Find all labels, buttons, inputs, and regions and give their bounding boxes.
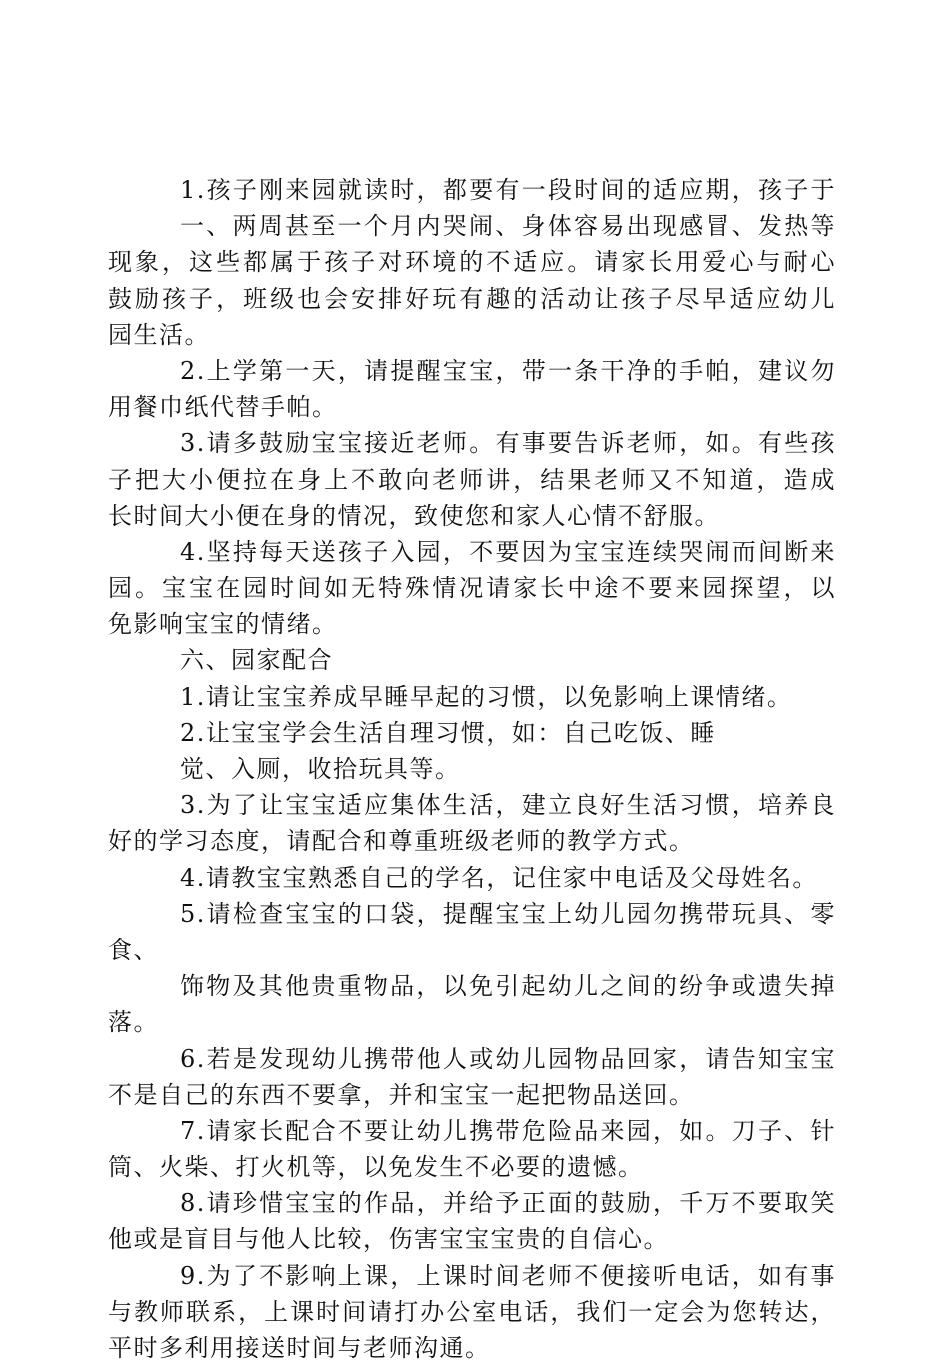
- text-line: 4.坚持每天送孩子入园，不要因为宝宝连续哭闹而间断来: [180, 537, 836, 566]
- text-line: 好的学习态度，请配合和尊重班级老师的教学方式。: [108, 827, 695, 856]
- text-line: 他或是盲目与他人比较，伤害宝宝宝贵的自信心。: [108, 1225, 669, 1254]
- text-line: 1.孩子刚来园就读时，都要有一段时间的适应期，孩子于: [180, 176, 836, 204]
- text-line: 平时多利用接送时间与老师沟通。: [108, 1334, 491, 1362]
- text-line: 用餐巾纸代替手帕。: [108, 393, 338, 422]
- text-line: 9.为了不影响上课，上课时间老师不便接听电话，如有事: [180, 1261, 836, 1290]
- text-line: 6.若是发现幼儿携带他人或幼儿园物品回家，请告知宝宝: [180, 1044, 836, 1073]
- text-line: 不是自己的东西不要拿，并和宝宝一起把物品送回。: [108, 1080, 695, 1109]
- text-line: 落。: [108, 1008, 159, 1037]
- text-line: 食、: [108, 935, 159, 964]
- text-line: 园生活。: [108, 320, 210, 349]
- text-line: 3.为了让宝宝适应集体生活，建立良好生活习惯，培养良: [180, 791, 836, 820]
- text-line: 一、两周甚至一个月内哭闹、身体容易出现感冒、发热等: [180, 212, 836, 241]
- text-line: 5.请检查宝宝的口袋，提醒宝宝上幼儿园勿携带玩具、零: [180, 899, 836, 928]
- text-line: 饰物及其他贵重物品，以免引起幼儿之间的纷争或遗失掉: [180, 972, 836, 1001]
- text-line: 长时间大小便在身的情况，致使您和家人心情不舒服。: [108, 501, 720, 530]
- text-line: 2.让宝宝学会生活自理习惯，如：自己吃饭、睡: [180, 718, 716, 747]
- text-line: 7.请家长配合不要让幼儿携带危险品来园，如。刀子、针: [180, 1116, 836, 1145]
- text-line: 园。宝宝在园时间如无特殊情况请家长中途不要来园探望，以: [108, 574, 836, 603]
- text-line: 3.请多鼓励宝宝接近老师。有事要告诉老师，如。有些孩: [180, 429, 836, 458]
- text-line: 免影响宝宝的情绪。: [108, 610, 338, 639]
- text-line: 筒、火柴、打火机等，以免发生不必要的遗憾。: [108, 1153, 644, 1182]
- text-line: 觉、入厕，收拾玩具等。: [180, 755, 461, 783]
- text-line: 鼓励孩子，班级也会安排好玩有趣的活动让孩子尽早适应幼儿: [108, 284, 836, 313]
- text-line: 1.请让宝宝养成早睡早起的习惯，以免影响上课情绪。: [180, 682, 793, 711]
- text-line: 2.上学第一天，请提醒宝宝，带一条干净的手帕，建议勿: [180, 356, 836, 385]
- document-body: [108, 172, 836, 1366]
- text-line: 六、园家配合: [180, 646, 333, 675]
- text-line: 现象，这些都属于孩子对环境的不适应。请家长用爱心与耐心: [108, 248, 836, 277]
- text-line: 子把大小便拉在身上不敢向老师讲，结果老师又不知道，造成: [108, 465, 836, 494]
- text-line: 与教师联系，上课时间请打办公室电话，我们一定会为您转达，: [108, 1297, 836, 1326]
- text-line: 4.请教宝宝熟悉自己的学名，记住家中电话及父母姓名。: [180, 863, 818, 892]
- text-line: 8.请珍惜宝宝的作品，并给予正面的鼓励，千万不要取笑: [180, 1189, 836, 1218]
